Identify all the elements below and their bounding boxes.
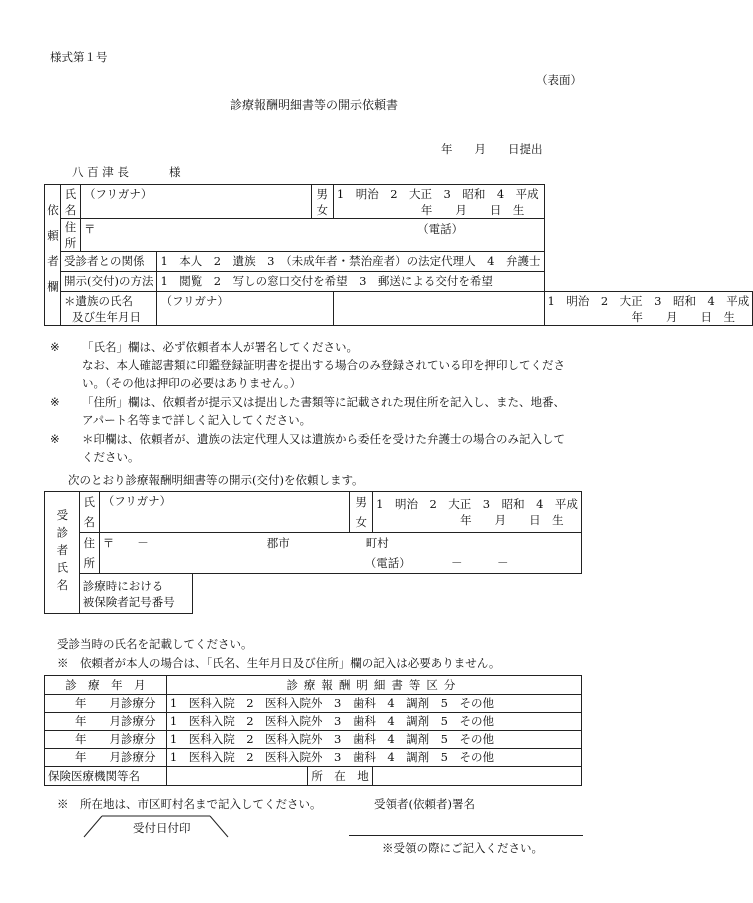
location-field[interactable] — [372, 767, 581, 786]
form-number: 様式第１号 — [50, 50, 108, 64]
insurance-number-label: 診療時における 被保険者記号番号 — [79, 574, 193, 614]
requester-section-label: 依頼者欄 — [45, 185, 61, 326]
note-patient-name: 受診当時の氏名を記載してください。 — [57, 637, 253, 651]
institution-field[interactable] — [166, 767, 307, 786]
requester-table — [44, 184, 753, 326]
patient-postal: 〒 － — [102, 536, 149, 550]
institution-label: 保険医療機関等名 — [45, 767, 167, 786]
relation-options[interactable]: 1 本人 2 遺族 3 （未成年者・禁治産者）の法定代理人 4 弁護士 — [157, 252, 544, 272]
records-header-type: 診療報酬明細書等区分 — [166, 676, 581, 695]
requester-era-options: 1 明治 2 大正 3 昭和 4 平成 — [336, 186, 539, 201]
requester-birthdate-field[interactable] — [333, 185, 544, 219]
patient-table — [44, 491, 582, 614]
bereaved-name-field[interactable]: （フリガナ） — [157, 292, 333, 326]
patient-birthdate-field[interactable]: 1 明治 2 大正 3 昭和 4 平成 年 月 日 生 — [373, 492, 582, 533]
patient-sex-field[interactable]: 男 女 — [350, 492, 373, 533]
requester-phone-label: （電話） — [417, 222, 464, 236]
stamp-label: 受付日付印 — [133, 821, 191, 835]
patient-address-label: 住 所 — [79, 533, 99, 574]
insurance-number-field[interactable] — [193, 574, 582, 614]
location-label: 所 在 地 — [308, 767, 373, 786]
request-sentence: 次のとおり診療報酬明細書等の開示(交付)を依頼します。 — [68, 473, 364, 487]
patient-name-label: 氏 名 — [79, 492, 99, 533]
side-label: （表面） — [536, 73, 582, 87]
requester-sex-field[interactable]: 男 女 — [311, 185, 333, 219]
patient-town: 町村 — [365, 536, 389, 550]
receiver-label: 受領者(依頼者)署名 — [374, 797, 475, 811]
requester-address-label: 住 所 — [61, 219, 81, 252]
record-types[interactable]: 1 医科入院 2 医科入院外 3 歯科 4 調剤 5 その他 — [166, 713, 581, 731]
requester-name-field[interactable] — [80, 185, 311, 219]
record-types[interactable]: 1 医科入院 2 医科入院外 3 歯科 4 調剤 5 その他 — [166, 731, 581, 749]
requester-name-label: 氏 名 — [61, 185, 81, 219]
record-period[interactable]: 年 月診療分 — [45, 731, 167, 749]
date-month: 月 — [474, 142, 486, 156]
method-label: 開示(交付)の方法 — [61, 272, 157, 292]
patient-phone: （電話） － － — [364, 556, 509, 570]
record-period[interactable]: 年 月診療分 — [45, 713, 167, 731]
relation-label: 受診者との関係 — [61, 252, 157, 272]
submit-date — [441, 141, 543, 157]
requester-address-field[interactable] — [80, 219, 544, 252]
bereaved-label: ＊遺族の氏名 及び生年月日 — [61, 292, 157, 326]
date-year: 年 — [441, 142, 453, 156]
patient-name-field[interactable]: （フリガナ） — [99, 492, 350, 533]
bereaved-birthdate-field[interactable]: 1 明治 2 大正 3 昭和 4 平成 年 月 日 生 — [544, 292, 753, 326]
patient-section-label: 受診者氏名 — [45, 492, 80, 614]
patient-address-field[interactable] — [99, 533, 581, 574]
addressee — [72, 164, 180, 180]
signature-line[interactable] — [349, 835, 583, 836]
footer-note: ※ 所在地は、市区町村名まで記入してください。 — [57, 797, 322, 811]
record-types[interactable]: 1 医科入院 2 医科入院外 3 歯科 4 調剤 5 その他 — [166, 695, 581, 713]
requester-furigana: （フリガナ） — [83, 187, 153, 201]
page-title: 診療報酬明細書等の開示依頼書 — [230, 98, 399, 112]
record-types[interactable]: 1 医科入院 2 医科入院外 3 歯科 4 調剤 5 その他 — [166, 749, 581, 767]
note-self: ※ 依頼者が本人の場合は、「氏名、生年月日及び住所」欄の記入は必要ありません。 — [57, 656, 501, 670]
record-period[interactable]: 年 月診療分 — [45, 695, 167, 713]
date-day: 日提出 — [508, 142, 543, 156]
addressee-name: 八 百 津 長 — [72, 165, 129, 179]
method-options[interactable]: 1 閲覧 2 写しの窓口交付を希望 3 郵送による交付を希望 — [157, 272, 544, 292]
record-period[interactable]: 年 月診療分 — [45, 749, 167, 767]
requester-postal-mark: 〒 — [83, 222, 96, 236]
records-header-period: 診 療 年 月 — [45, 676, 167, 695]
addressee-honorific: 様 — [168, 165, 181, 179]
patient-county: 郡市 — [266, 536, 290, 550]
requester-ymd: 年 月 日 生 — [420, 202, 525, 217]
receiver-note: ※受領の際にご記入ください。 — [382, 841, 543, 855]
records-table — [44, 675, 582, 786]
